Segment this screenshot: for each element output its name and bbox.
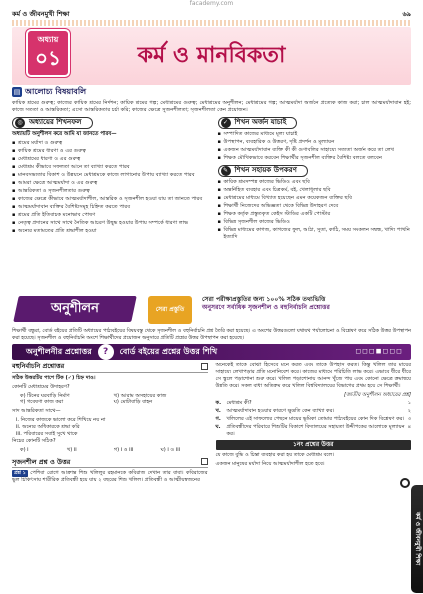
practice-badge [13, 296, 137, 322]
option: গ) i ও iii [113, 446, 134, 453]
creative-text: পেশিবা রোগে আক্রান্ত শিশু খলিলুর রহমানকে কবিরাজ দেখান তার বাবা। কবিরাজের ভুল চিকিৎসায় শারীরিক প্রতিবন্ধী হয়ে যায় ২ বছরের শিশু খলিল। প্রতিবন্ধী ও আত্মীয়স্বজনের [12, 470, 208, 484]
list-item: i. নিজের কাজকে ভালো করে শিখিয়ে নয় না [16, 417, 106, 424]
list-item: ▪ মেধাশ্রমের ধারণা ও এর গুরুত্ব [12, 156, 206, 163]
check-icon: ✓ [221, 118, 231, 128]
option: গ) গবেষণা কাজ করা [20, 399, 64, 406]
mcq-ask-2: নিচের কোনটি সঠিক? [12, 437, 56, 444]
sub-question-text: খলিলের এই সাফল্যের পেছনে মায়ের ভূমিকা তোমার পাঠ্যবইয়ের কোন দিক বিশ্লেষণ কর। [226, 416, 405, 423]
list-item: ▪ একজন আত্মমর্যাদাবান ব্যক্তি কী কী গুণাবলির সাহায্যে সত্যতা অর্জন করে তা লেখ [218, 147, 412, 154]
outcomes-intro: অধ্যায়টি অনুশীলন করে আমি যা জানতে পারব— [12, 131, 117, 137]
qa-bar-right: বোর্ড বইয়ের প্রশ্নের উত্তর শিখি [119, 346, 218, 356]
list-item: ▪ নেতৃত্ব প্রদানের সাথে সাথে নৈতিক আচরণ উদ্বুদ্ধ হওয়ার উপায় সম্পর্কে ধারণা লাভ [12, 220, 206, 227]
pill-label: শিখন সহায়ক উপকরণ [234, 166, 297, 175]
checkbox-icon [201, 458, 208, 465]
qa-bar [12, 344, 411, 360]
creative-heading [12, 458, 208, 469]
sub-question-number: গ. [215, 416, 221, 423]
list-item: ▪ অন্যের মতামতের প্রতি শ্রদ্ধাশীল হওয়া [12, 228, 206, 235]
list-item: ▪ শিক্ষক কর্তৃক প্রস্তুতকৃত কেইস স্টাডির একটি পোস্টার [218, 211, 412, 218]
checkbox-icon [201, 363, 208, 370]
list-item: ▪ মানবসভ্যতার বিকাশ ও উন্নয়নে মেধাশ্রমকে কাজে লাগানোর উপায় ব্যাখ্যা করতে পারব [12, 172, 206, 179]
sub-question [216, 408, 412, 415]
sub-question-text: প্রতিবন্ধীদের পরিবারে শিশুটির বিকাশে বিদ্যালয়ের সহায়তা উদ্দীপকের আলোকে মূল্যায়ন কর। [226, 424, 405, 437]
list-item: ▪ কায়িক শ্রমের ধারণা ও এর গুরুত্ব [12, 148, 206, 155]
mcq-items-2 [12, 417, 208, 438]
question-icon: ? [98, 344, 114, 360]
best-prep-badge: সেরা প্রস্তুতি [148, 296, 192, 324]
practice-badge-text: অনুশীলন [51, 301, 99, 316]
list-item: iii. পরিবারের সবাই সুখে থাকে [16, 430, 78, 437]
topics-section [12, 87, 411, 114]
progress-boxes: ◻◻◻◼◻◻◻ [355, 347, 403, 356]
tagline-line-2: অনুসরণে সর্বাধিক সৃজনশীল ও বহুনির্বাচনি প্রশ্নোত্তর [202, 304, 330, 312]
learning-outcomes [12, 117, 206, 293]
mcq-heading [12, 362, 208, 373]
pill-label: অধ্যায়ের শিখনফল [29, 118, 82, 127]
list-item: ▪ শ্রমের প্রতি ইতিবাচক মনোভাব পোষণ [12, 212, 206, 219]
list-item: ▪ আত্মমর্যাদাবান ব্যক্তির বৈশিষ্ট্যসমূহ চিহ্নিত করতে পারব [12, 204, 206, 211]
learning-outcomes-pill [12, 117, 93, 129]
sub-question-number: খ. [215, 408, 221, 415]
ring-icon [400, 478, 410, 488]
chapter-banner [12, 27, 411, 85]
option: খ) ii [66, 446, 77, 453]
assessment-list [218, 131, 412, 162]
sub-question-number: ক. [215, 400, 221, 407]
option: ক) i [20, 446, 29, 453]
decorative-band [12, 20, 411, 26]
bottom-section [12, 362, 411, 590]
watermark: facademy.com [189, 0, 234, 7]
outcomes-list [12, 140, 206, 235]
topics-text: কায়িক শ্রমের গুরুত্ব; কাজের কায়িক শ্রমের নির্দশন; কায়িক শ্রমের গল্প; মেধাশ্রমের গুরুত্ব; মেধাশ্রমের অনুশীলন; মেধাশ্রমের গল্প; আত্মমর্যাদা অর্জনে প্রত্যেক কাজ করা; চাল আত্মমর্যাদাবান হই; কাজে সততা ও আন্তরিকতা; এসো আন্তরিকতার চর্চা করি; কাজের ক্ষেত্রে সুজনশীলতা; সৃজনশীলতা কেন প্রয়োজন। [12, 99, 411, 113]
sub-question-text: মেধাশ্রম কী? [226, 400, 252, 407]
materials-list [218, 179, 412, 241]
passage-source: [জাতীয় অনুশীলন অধ্যায়ের প্রশ্ন] [344, 391, 411, 398]
list-item: ▪ কাজের ক্ষেত্রে কীভাবে আত্মমর্যাদাশীল, আন্তরিক ও সৃজনশীল হওয়া যায় তা জানতে পারব [12, 196, 206, 203]
mcq-question-1: কোনটি মেধাশ্রমের উদাহরণ? [12, 383, 70, 390]
answer-1: যে কাজে বুদ্ধি ও চিন্তা ব্যবহার করা হয় তাকে মেধাশ্রম বলে। [215, 451, 335, 458]
book-title: কর্ম ও জীবনমুখী শিক্ষা [12, 9, 70, 18]
option: ঘ) মোটাবাড়ি বাহন [113, 399, 153, 406]
mcq-options-2 [12, 447, 208, 454]
creative-heading-text: সৃজনশীল প্রশ্ন ও উত্তর [12, 457, 71, 466]
option: ঘ) i ও iii [160, 446, 181, 453]
list-item: ▪ বিভিন্ন সৃজনশীল কাজের ভিডিও [218, 219, 412, 226]
side-tab: কর্ম ও জীবনমুখী শিক্ষা [411, 485, 423, 593]
practice-banner [12, 294, 411, 328]
sub-question-text: আত্মমর্যাদাবান হওয়ার কারণে ক্ষুদ্রতি কেন ব্যাখ্যা কর। [226, 408, 335, 415]
list-item: ▪ আন্তরিকতা ও সৃজনশীলতার গুরুত্ব [12, 188, 206, 195]
objectives-section [12, 117, 411, 293]
qa-bar-left: অনুশীলনীর প্রশ্নোত্তর [26, 346, 92, 356]
tools-icon: ✎ [221, 166, 231, 176]
target-icon: ◎ [15, 118, 25, 128]
page-number: ৬৯ [402, 9, 411, 18]
creative-passage [12, 470, 208, 484]
answer-ribbon: ১নং প্রশ্নের উত্তর [216, 440, 412, 450]
bottom-right-column [216, 362, 412, 590]
passage-continued: অনেকেই তাকে বোঝা হিসেবে মনে করত এবং তাকে উপহাস করত। কিন্তু খলিল তার মায়ের সাহায্যে লেখাপড়ার প্রতি মনোনিবেশ করে। কাজের মাধ্যমে পরিচিতি লাভ করে। এভাবে ধীরে ধীরে সে স্কুলে পড়াশোনা শুরু করে। খলিল পড়াশোনায় আনন্দ খুঁজে পায় এবং কোনো ক্ষেত্রে ক্রমান্বয়ে উন্নতি করে। সকল বাধা অতিক্রম করে খলিল বিশ্ববিদ্যালয়ের বিভাগের প্রথম হয়ে সে শিক্ষার্থী। [215, 362, 411, 389]
running-head [12, 8, 411, 20]
sub-question [216, 416, 412, 423]
list-item: ▪ আমরা ক্ষেত্রে আত্মমর্যাদা ও এর গুরুত্ব [12, 180, 206, 187]
sub-question [216, 400, 412, 407]
sub-question-marks: ১ [407, 400, 411, 407]
sub-question-number: ঘ. [215, 424, 221, 430]
list-item: ▪ অন্তর্নিহিত ব্যবহার এবং চিত্রকর্ম, বই, খেলাধূলার ছবি [218, 187, 412, 194]
assessment-pill [218, 117, 298, 129]
topics-heading [12, 87, 411, 98]
tagline-line-1: সেরা পরীক্ষাপ্রস্তুতির জন্য ১০০% সঠিক তথ্যভিত্তি [202, 296, 326, 303]
list-item: ▪ মেধাশ্রমের মাধ্যমে বিখ্যাত হয়েছেন এমন কয়েকজন ব্যক্তির ছবি [218, 195, 412, 202]
assessment-column [218, 117, 412, 293]
book-icon: ▤ [13, 88, 21, 97]
answer-2: একজন মানুষের মর্যাদা নিয়ে আত্মমর্যাদাশীল হতে হবে। [215, 460, 325, 467]
list-item: ▪ উপস্থাপন, ব্যবহারিক ও উত্তরণ, দৃষ্টি প্রদর্শন ও মূল্যায়ন [218, 139, 412, 146]
topics-heading-text: আলোচ্য বিষয়াবলি [25, 87, 87, 96]
chapter-label: অধ্যায় [37, 35, 59, 44]
list-item: ▪ কায়িক শ্রমসম্পন্ন কাজের ভিডিও এবং ছবি [218, 179, 412, 186]
practice-tagline [202, 296, 411, 313]
option: ক) টিনের ঘরবাড়ি নির্মাণ [20, 392, 70, 399]
sub-question-marks: ৪ [407, 424, 411, 430]
chapter-title: কর্ম ও মানবিকতা [137, 42, 286, 68]
bottom-left-column [12, 362, 208, 590]
chapter-number: ০১ [35, 45, 61, 70]
list-item: ▪ সম্পাদিত কাজের মাধ্যমে মূল্য যাচাই [218, 131, 412, 138]
question-tag: প্রশ্ন ১ [14, 470, 26, 477]
list-item: ▪ শিক্ষার্থী নিজেদের অভিজ্ঞতা থেকে বিভিন্ন উদাহরণ দেবে [218, 203, 412, 210]
mcq-heading-text: বহুনির্বাচনি প্রশ্নোত্তর [12, 362, 65, 370]
sub-question [216, 424, 412, 438]
sub-question-marks: ২ [407, 408, 411, 415]
option: খ) আরাম অসহায়ের কাজ [113, 392, 167, 399]
list-item: ▪ মেধাশ্রম কীভাবে সফলতা আনে তা ব্যাখ্যা করতে পারব [12, 164, 206, 171]
list-item: ▪ শিক্ষক মৌখিকভাবে করবেন শিক্ষার্থীর সৃজনশীল ব্যক্তির বৈশিষ্ট্য বলতে বলবেন [218, 155, 412, 162]
materials-pill [218, 165, 308, 177]
mcq-options-1 [12, 393, 208, 407]
mcq-instruction: সঠিক উত্তরটির পাশে টিক (✓) চিহ্ন দাও। [12, 374, 96, 381]
list-item: ▪ শ্রমের মর্যাদা ও গুরুত্ব [12, 140, 206, 147]
list-item: ▪ বিভিন্ন মাধ্যমের কাগজ, কাগজের ফুল, আঠা, সুতা, কাঠি, সময় সংকলন সম্বন্ধ, খাদ্যি পাখনি ইত্যাদি [218, 227, 412, 241]
list-item: ii. অন্যের অধিকারকে শ্রদ্ধা করি [16, 424, 80, 431]
pill-label: শিখন অর্জন যাচাই [234, 118, 287, 127]
practice-description: শিক্ষার্থী বন্ধুরা, বোর্ড বইয়ের প্রতিটি অধ্যায়ের পাঠ্যবইয়ের বিষয়বস্তু থেকে সৃজনশীল ও বহুনির্বাচনি প্রশ্ন তৈরি করা হয়েছে। এ অংশের উত্তরগুলো যথাযথ পর্যালোচনা ও বিশ্লেষণ করে সঠিক উত্তর উপস্থাপন করা হয়েছে। সৃজনশীল ও বহুনির্বাচনি অংশে শিক্ষার্থীদের প্রয়োজন অনুসারে প্রতিটি প্রশ্নের উত্তর উপস্থাপন করা হয়েছে। [12, 328, 411, 341]
mcq-question-2: সাদ আন্তরিকতা সাথে— [12, 408, 61, 415]
sub-question-marks: ৩ [407, 416, 411, 423]
